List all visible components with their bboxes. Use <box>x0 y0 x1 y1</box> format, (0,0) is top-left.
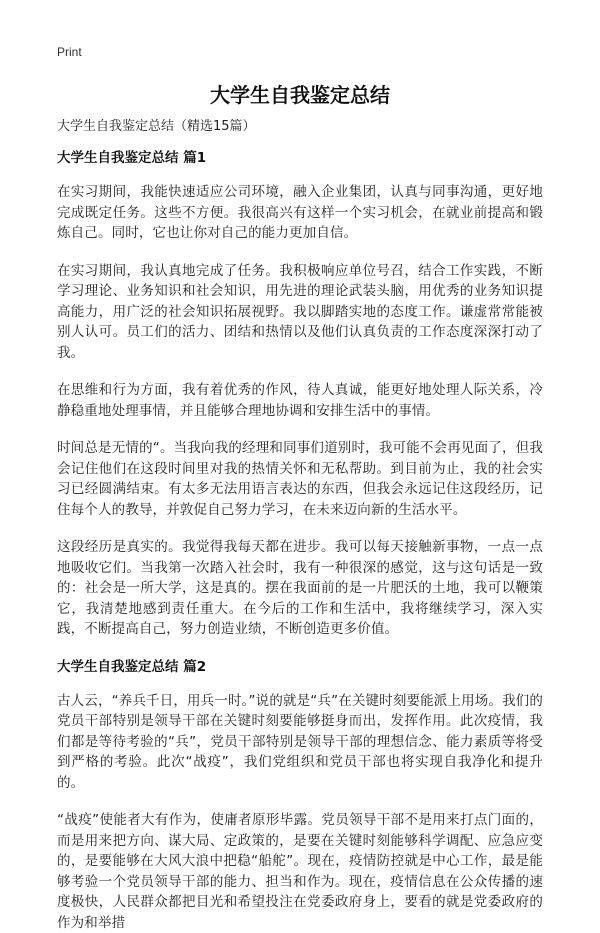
section-heading: 大学生自我鉴定总结 篇2 <box>57 657 543 677</box>
paragraph: “战疫”使能者大有作为，使庸者原形毕露。党员领导干部不是用来打点门面的，而是用来把方向、谋大局、定政策的，是要在关键时刻能够科学调配、应急应变的，是要能够在大风大浪中把稳“船舵”。现在，疫情防控就是中心工作，最是能够考验一个党员领导干部的能力、担当和作为。现在，疫情信息在公众传播的速度极快，人民群众都把目光和希望投注在党委政府身上，要看的就是党委政府的作为和举措 <box>57 810 543 933</box>
print-link[interactable]: Print <box>57 45 82 59</box>
paragraph: 在实习期间，我能快速适应公司环境，融入企业集团，认真与同事沟通，更好地完成既定任务。这些不方便。我很高兴有这样一个实习机会，在就业前提高和锻炼自己。同时，它也让你对自己的能力更加自信。 <box>57 182 543 244</box>
section-2 <box>57 657 543 933</box>
paragraph: 时间总是无情的“。当我向我的经理和同事们道别时，我可能不会再见面了，但我会记住他们在这段时间里对我的热情关怀和无私帮助。到目前为止，我的社会实习已经圆满结束。有太多无法用语言表达的东西，但我会永远记住这段经历，记住每个人的教导，并敦促自己努力学习，在未来迈向新的生活水平。 <box>57 438 543 520</box>
paragraph: 这段经历是真实的。我觉得我每天都在进步。我可以每天接触新事物，一点一点地吸收它们。当我第一次踏入社会时，我有一种很深的感觉，这与这句话是一致的：社会是一所大学，这是真的。摆在我面前的是一片肥沃的土地，我可以鞭策它，我清楚地感到责任重大。在今后的工作和生活中，我将继续学习，深入实践，不断提高自己，努力创造业绩，不断创造更多价值。 <box>57 537 543 640</box>
document-title: 大学生自我鉴定总结 <box>0 79 600 108</box>
section-heading: 大学生自我鉴定总结 篇1 <box>57 148 543 168</box>
section-1 <box>57 148 543 640</box>
paragraph: 在思维和行为方面，我有着优秀的作风，待人真诚，能更好地处理人际关系，冷静稳重地处理事情，并且能够合理地协调和安排生活中的事情。 <box>57 380 543 421</box>
document-body <box>57 117 543 933</box>
paragraph: 在实习期间，我认真地完成了任务。我积极响应单位号召，结合工作实践，不断学习理论、业务知识和社会知识，用先进的理论武装头脑，用优秀的业务知识提高能力，用广泛的社会知识拓展视野。我以脚踏实地的态度工作。谦虚常常能被别人认可。员工们的活力、团结和热情以及他们认真负责的工作态度深深打动了我。 <box>57 261 543 364</box>
paragraph: 古人云，“养兵千日，用兵一时。”说的就是“兵”在关键时刻要能派上用场。我们的党员干部特别是领导干部在关键时刻要能够挺身而出，发挥作用。此次疫情，我们都是等待考验的“兵”，党员干部特别是领导干部的理想信念、能力素质等将受到严格的考验。此次“战疫”，我们党组织和党员干部也将实现自我净化和提升的。 <box>57 691 543 794</box>
document-subtitle: 大学生自我鉴定总结（精选15篇） <box>57 117 543 136</box>
